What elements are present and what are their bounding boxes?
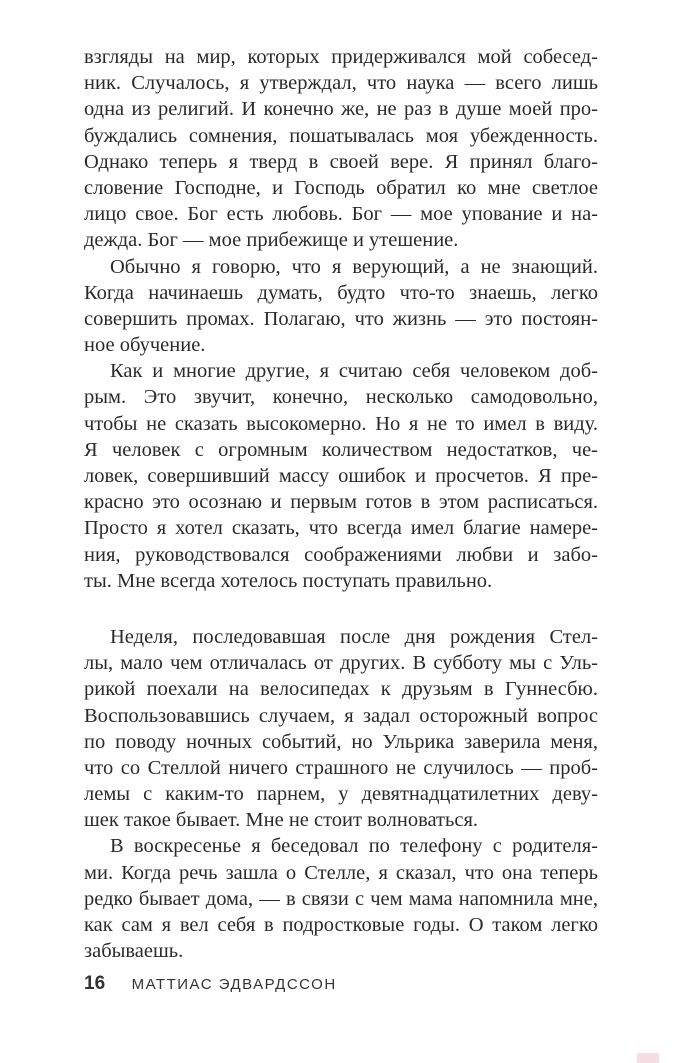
text-line: лицо свое. Бог есть любовь. Бог — мое упование и на- [84,203,598,226]
text-line: Просто я хотел сказать, что всегда имел благие намере- [84,517,598,540]
text-line: редко бывает дома, — в связи с чем мама напомнила мне, [84,887,598,910]
text-line: забываешь. [84,940,184,963]
text-line: Воспользовавшись случаем, я задал осторожный вопрос [84,704,598,727]
scan-mark [637,1053,659,1063]
section-break [84,594,598,624]
paragraph [84,624,598,834]
text-line: ловек, совершивший массу ошибок и просчетов. Я пре- [84,465,598,487]
text-line: буждались сомнения, пошатывалась моя убежденность. [84,124,598,147]
text-line: красно это осознаю и первым готов в этом расписаться. [84,491,598,514]
text-line: шек такое бывает. Мне не стоит волноваться. [84,809,479,832]
text-line: лы, мало чем отличалась от других. В субботу мы с Уль- [84,652,598,675]
text-line: ния, руководствовался соображениями любви и забо- [84,543,598,566]
body-text [84,44,598,964]
text-line: ты. Мне всегда хотелось поступать правильно. [84,569,493,592]
text-line: Я человек с огромным количеством недостатков, че- [84,438,598,461]
text-line: рым. Это звучит, конечно, несколько самодовольно, [84,386,598,409]
text-line: взгляды на мир, которых придерживался мой собесед- [84,46,598,68]
paragraph [84,833,598,964]
text-line: по поводу ночных событий, но Ульрика заверила меня, [84,730,598,753]
paragraph [84,44,598,254]
paragraph [84,358,598,594]
text-line: одна из религий. И конечно же, не раз в душе моей про- [84,98,598,121]
text-line: чтобы не сказать высокомерно. Но я не то имел в виду. [84,412,598,435]
text-line: рикой поехали на велосипедах к друзьям в Гуннесбю. [84,678,598,701]
text-line: ное обучение. [84,334,206,357]
running-author: МАТТИАС ЭДВАРДССОН [131,976,337,993]
text-line: В воскресенье я беседовал по телефону с родителя- [110,835,598,858]
page-number: 16 [84,973,106,994]
text-line: Однако теперь я тверд в своей вере. Я принял благо- [84,150,598,173]
text-line: ми. Когда речь зашла о Стелле, я сказал, что она теперь [84,861,598,884]
text-line: совершить промах. Полагаю, что жизнь — это постоян- [84,307,598,330]
text-line: как сам я вел себя в подростковые годы. О таком легко [84,914,598,936]
text-line: ник. Случалось, я утверждал, что наука — всего лишь [84,72,598,95]
page-footer [84,973,337,995]
text-line: лемы с каким-то парнем, у девятнадцатилетних деву- [84,783,598,806]
text-line: Когда начинаешь думать, будто что-то знаешь, легко [84,281,598,304]
text-line: Как и многие другие, я считаю себя человеком доб- [110,360,598,383]
text-line: словение Господне, и Господь обратил ко мне светлое [84,176,598,199]
text-line: дежда. Бог — мое прибежище и утешение. [84,229,459,252]
paragraph [84,254,598,359]
text-line: Обычно я говорю, что я верующий, а не знающий. [110,255,598,278]
text-line: что со Стеллой ничего страшного не случилось — проб- [84,756,598,779]
text-line: Неделя, последовавшая после дня рождения Стел- [110,625,598,648]
